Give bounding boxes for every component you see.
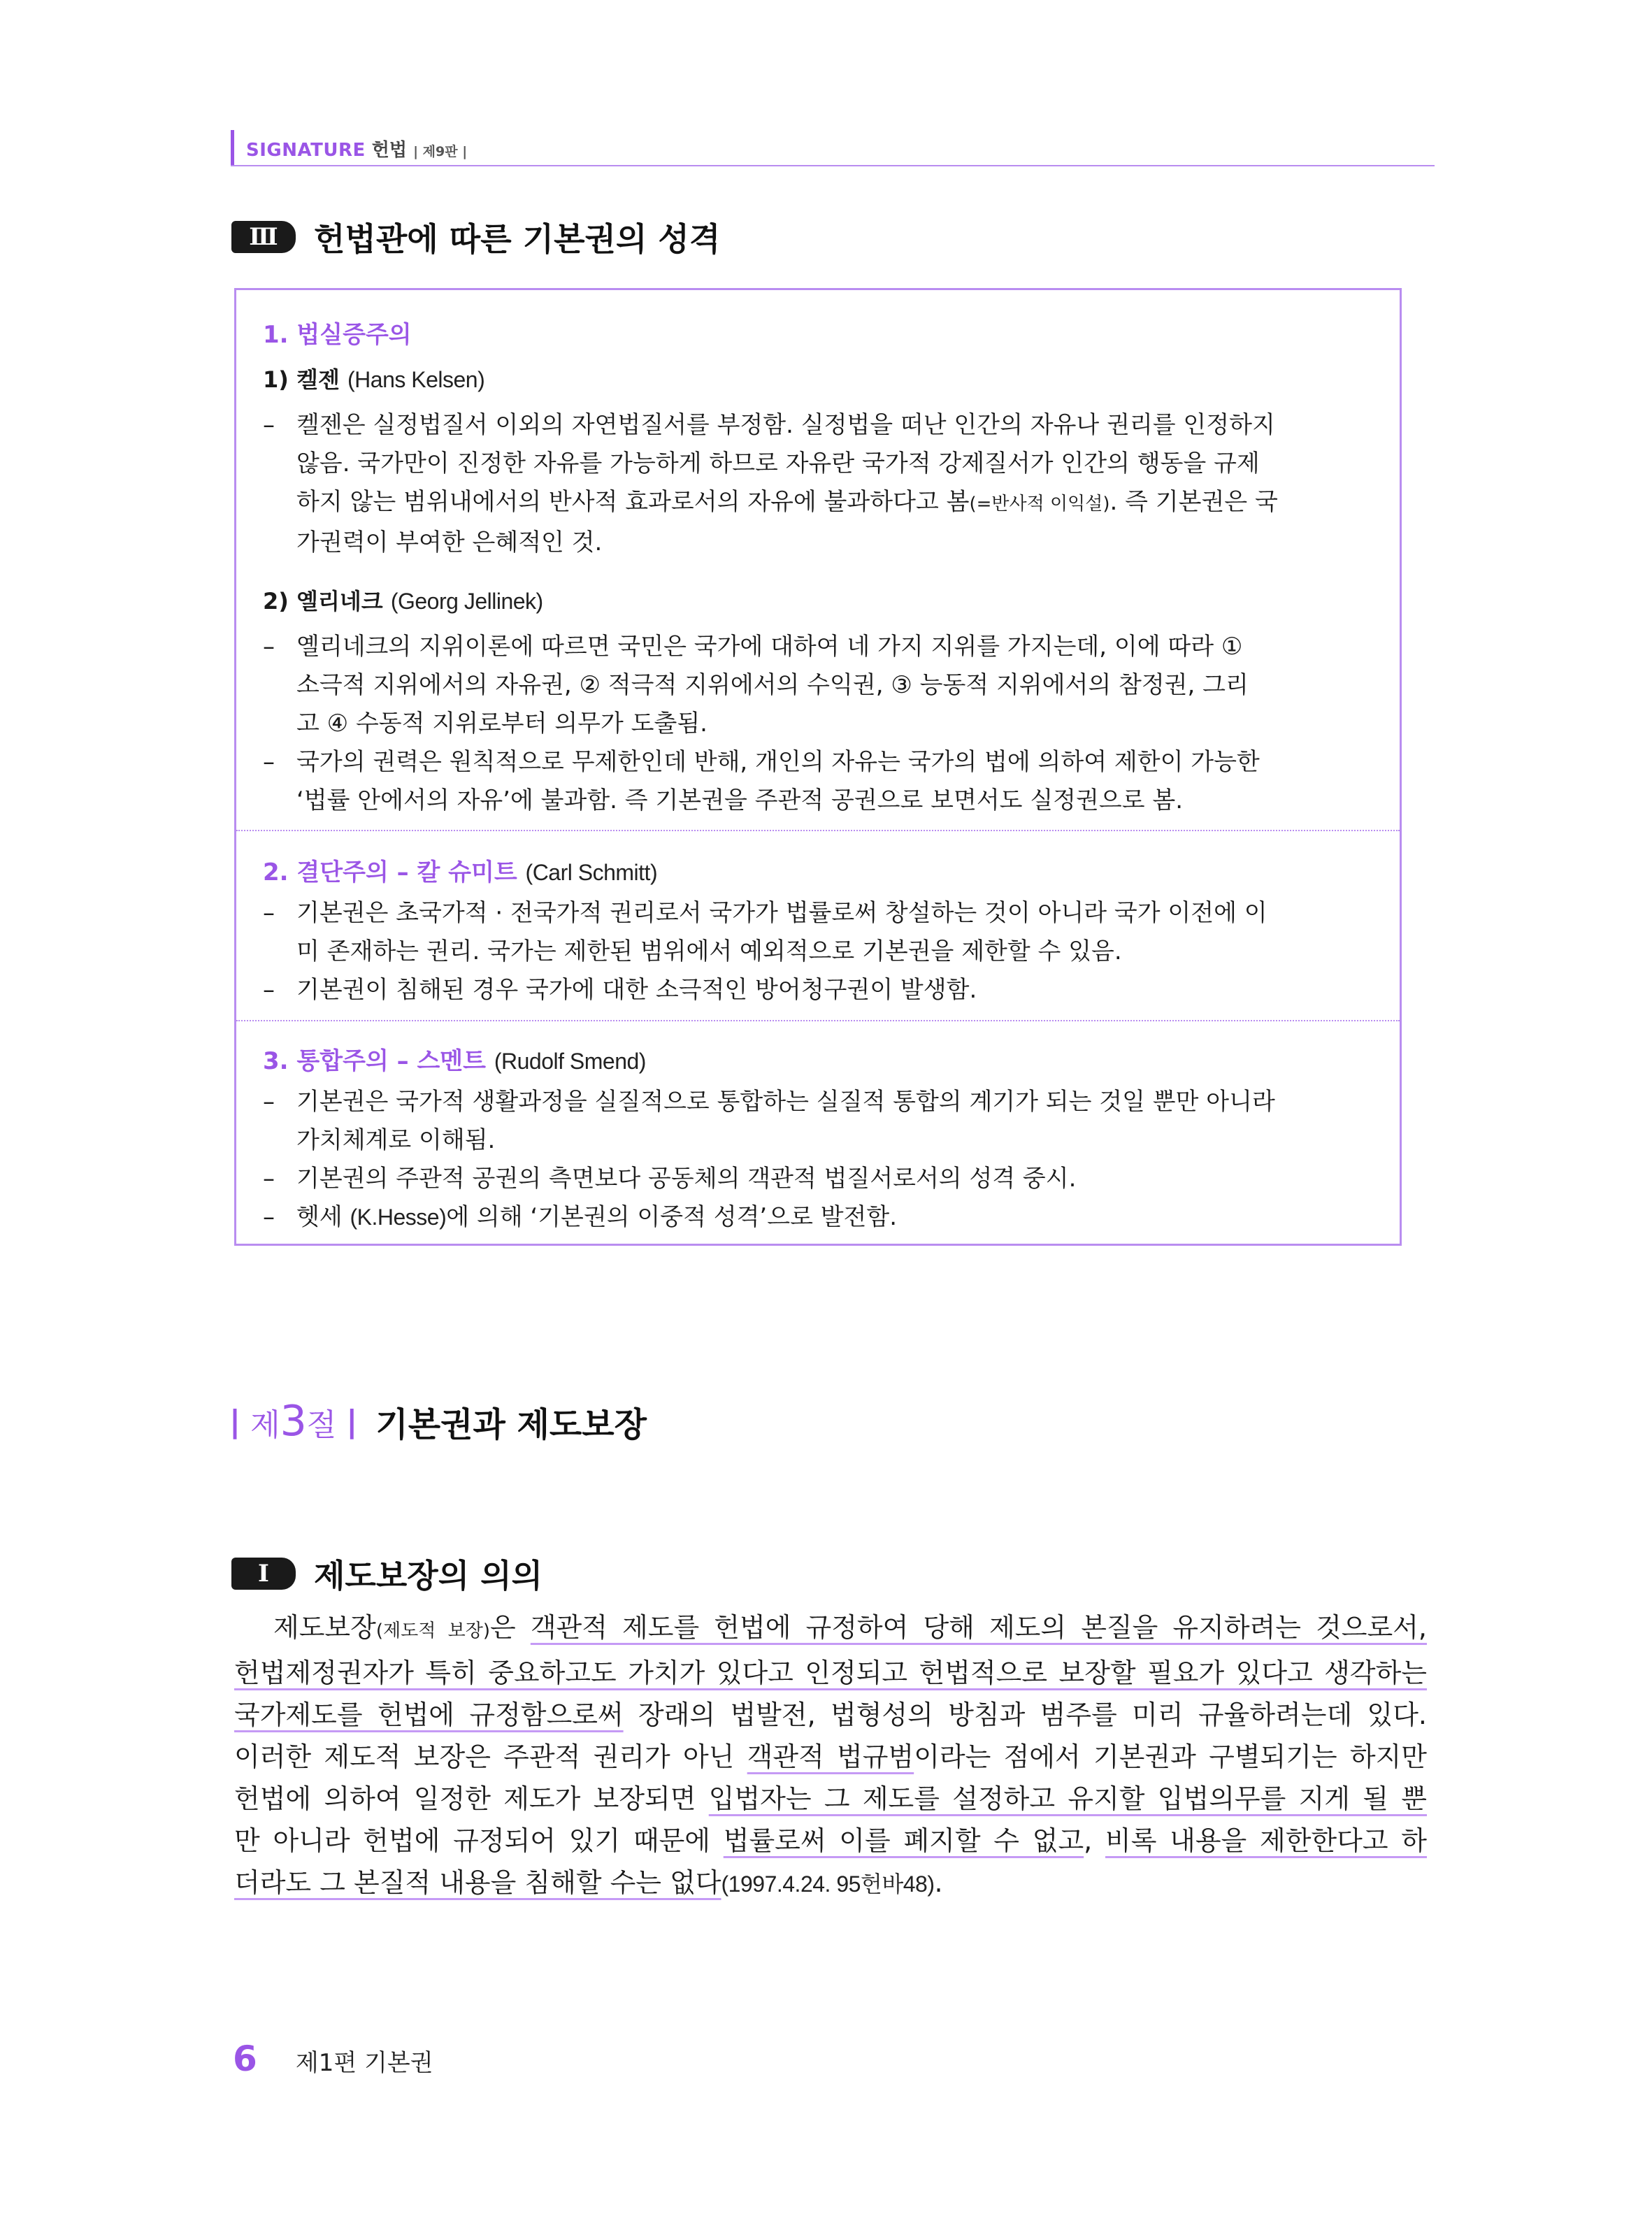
- section-title: 헌법관에 따른 기본권의 성격: [314, 220, 721, 258]
- kelsen-item: – 켈젠은 실정법질서 이외의 자연법질서를 부정함. 실정법을 떠난 인간의 자유나 권리를 인정하지 않음. 국가만이 진정한 자유를 가능하게 하므로 자유란 국가적 강제질서가 인간의 행동을 규제 하지 않는 범위내에서의 반사적 효과로서의 자유에 불과하다고 봄(=반사적 이익설). 즉 기본권은 국 가권력이 부여한 은혜적인 것.: [263, 411, 1278, 556]
- box-divider: [236, 1020, 1400, 1021]
- jellinek-item-2: – 국가의 권력은 원칙적으로 무제한인데 반해, 개인의 자유는 국가의 법에 의하여 제한이 가능한 ‘법률 안에서의 자유’에 불과함. 즉 기본권을 주관적 공권으로 보면서도 실정권으로 봄.: [263, 748, 1260, 814]
- schmitt-item-2: – 기본권이 침해된 경우 국가에 대한 소극적인 방어청구권이 발생함.: [263, 976, 977, 1004]
- body-paragraph: 제도보장(제도적 보장)은 객관적 제도를 헌법에 규정하여 당해 제도의 본질을 유지하려는 것으로서, 헌법제정권자가 특히 중요하고도 가치가 있다고 인정되고 헌법적으로 보장할 필요가 있다고 생각하는 국가제도를 헌법에 규정함으로써 장래의 법발전, 법형성의 방침과 범주를 미리 규율하려는데 있다. 이러한 제도적 보장은 주관적 권리가 아닌 객관적 법규범이라는 점에서 기본권과 구별되기는 하지만 헌법에 의하여 일정한 제도가 보장되면 입법자는 그 제도를 설정하고 유지할 입법의무를 지게 될 뿐 만 아니라 헌법에 규정되어 있기 때문에 법률로써 이를 폐지할 수 없고, 비록 내용을 제한한다고 하 더라도 그 본질적 내용을 침해할 수는 없다(1997.4.24. 95헌바48).: [234, 1612, 1428, 1898]
- kelsen-heading: 1) 켈젠 (Hans Kelsen): [263, 366, 485, 393]
- header-accent-bar: [231, 130, 234, 166]
- smend-item-2: – 기본권의 주관적 공권의 측면보다 공동체의 객관적 법질서로서의 성격 중시.: [263, 1165, 1077, 1193]
- section-badge: Ⅰ: [231, 1558, 296, 1590]
- jellinek-item-1: – 옐리네크의 지위이론에 따르면 국민은 국가에 대하여 네 가지 지위를 가지는데, 이에 따라 ① 소극적 지위에서의 자유권, ② 적극적 지위에서의 수익권, ③ 능동적 지위에서의 참정권, 그리 고 ④ 수동적 지위로부터 의무가 도출됨.: [263, 633, 1249, 738]
- footer-part-title: 제1편 기본권: [295, 2049, 433, 2077]
- box-divider: [236, 830, 1400, 831]
- summary-box: [234, 288, 1402, 1246]
- smend-item-1: – 기본권은 국가적 생활과정을 실질적으로 통합하는 실질적 통합의 계기가 되는 것일 뿐만 아니라 가치체계로 이해됨.: [263, 1088, 1275, 1154]
- header-brand: SIGNATURE: [246, 140, 366, 161]
- smend-item-3: – 헷세 (K.Hesse)에 의해 ‘기본권의 이중적 성격’으로 발전함.: [263, 1203, 898, 1231]
- box-heading-integration: 3. 통합주의 – 스멘트 (Rudolf Smend): [263, 1047, 646, 1075]
- section-heading-1: [231, 1551, 543, 1597]
- header-subject: 헌법: [371, 140, 408, 161]
- box-heading-positivism: 1. 법실증주의: [263, 321, 412, 349]
- header-rule: [231, 165, 1435, 166]
- chapter-heading: | 제3절 | 기본권과 제도보장: [229, 1397, 647, 1446]
- chapter-title: 기본권과 제도보장: [375, 1404, 647, 1444]
- page-footer: [233, 2039, 433, 2079]
- chapter-label: 제3절: [250, 1397, 337, 1446]
- schmitt-item-1: – 기본권은 초국가적 · 전국가적 권리로서 국가가 법률로써 창설하는 것이 아니라 국가 이전에 이 미 존재하는 권리. 국가는 제한된 범위에서 예외적으로 기본권을 제한할 수 있음.: [263, 899, 1267, 965]
- box-heading-decisionism: 2. 결단주의 – 칼 슈미트 (Carl Schmitt): [263, 858, 658, 886]
- jellinek-heading: 2) 옐리네크 (Georg Jellinek): [263, 588, 543, 614]
- running-header: [231, 130, 1435, 166]
- section-heading-3: [231, 214, 720, 260]
- header-edition: 제9판: [422, 144, 458, 159]
- section-badge: Ⅲ: [231, 221, 296, 253]
- header-text: SIGNATURE 헌법 | 제9판 |: [246, 140, 468, 161]
- section-title: 제도보장의 의의: [314, 1557, 543, 1595]
- page-number: 6: [233, 2039, 257, 2079]
